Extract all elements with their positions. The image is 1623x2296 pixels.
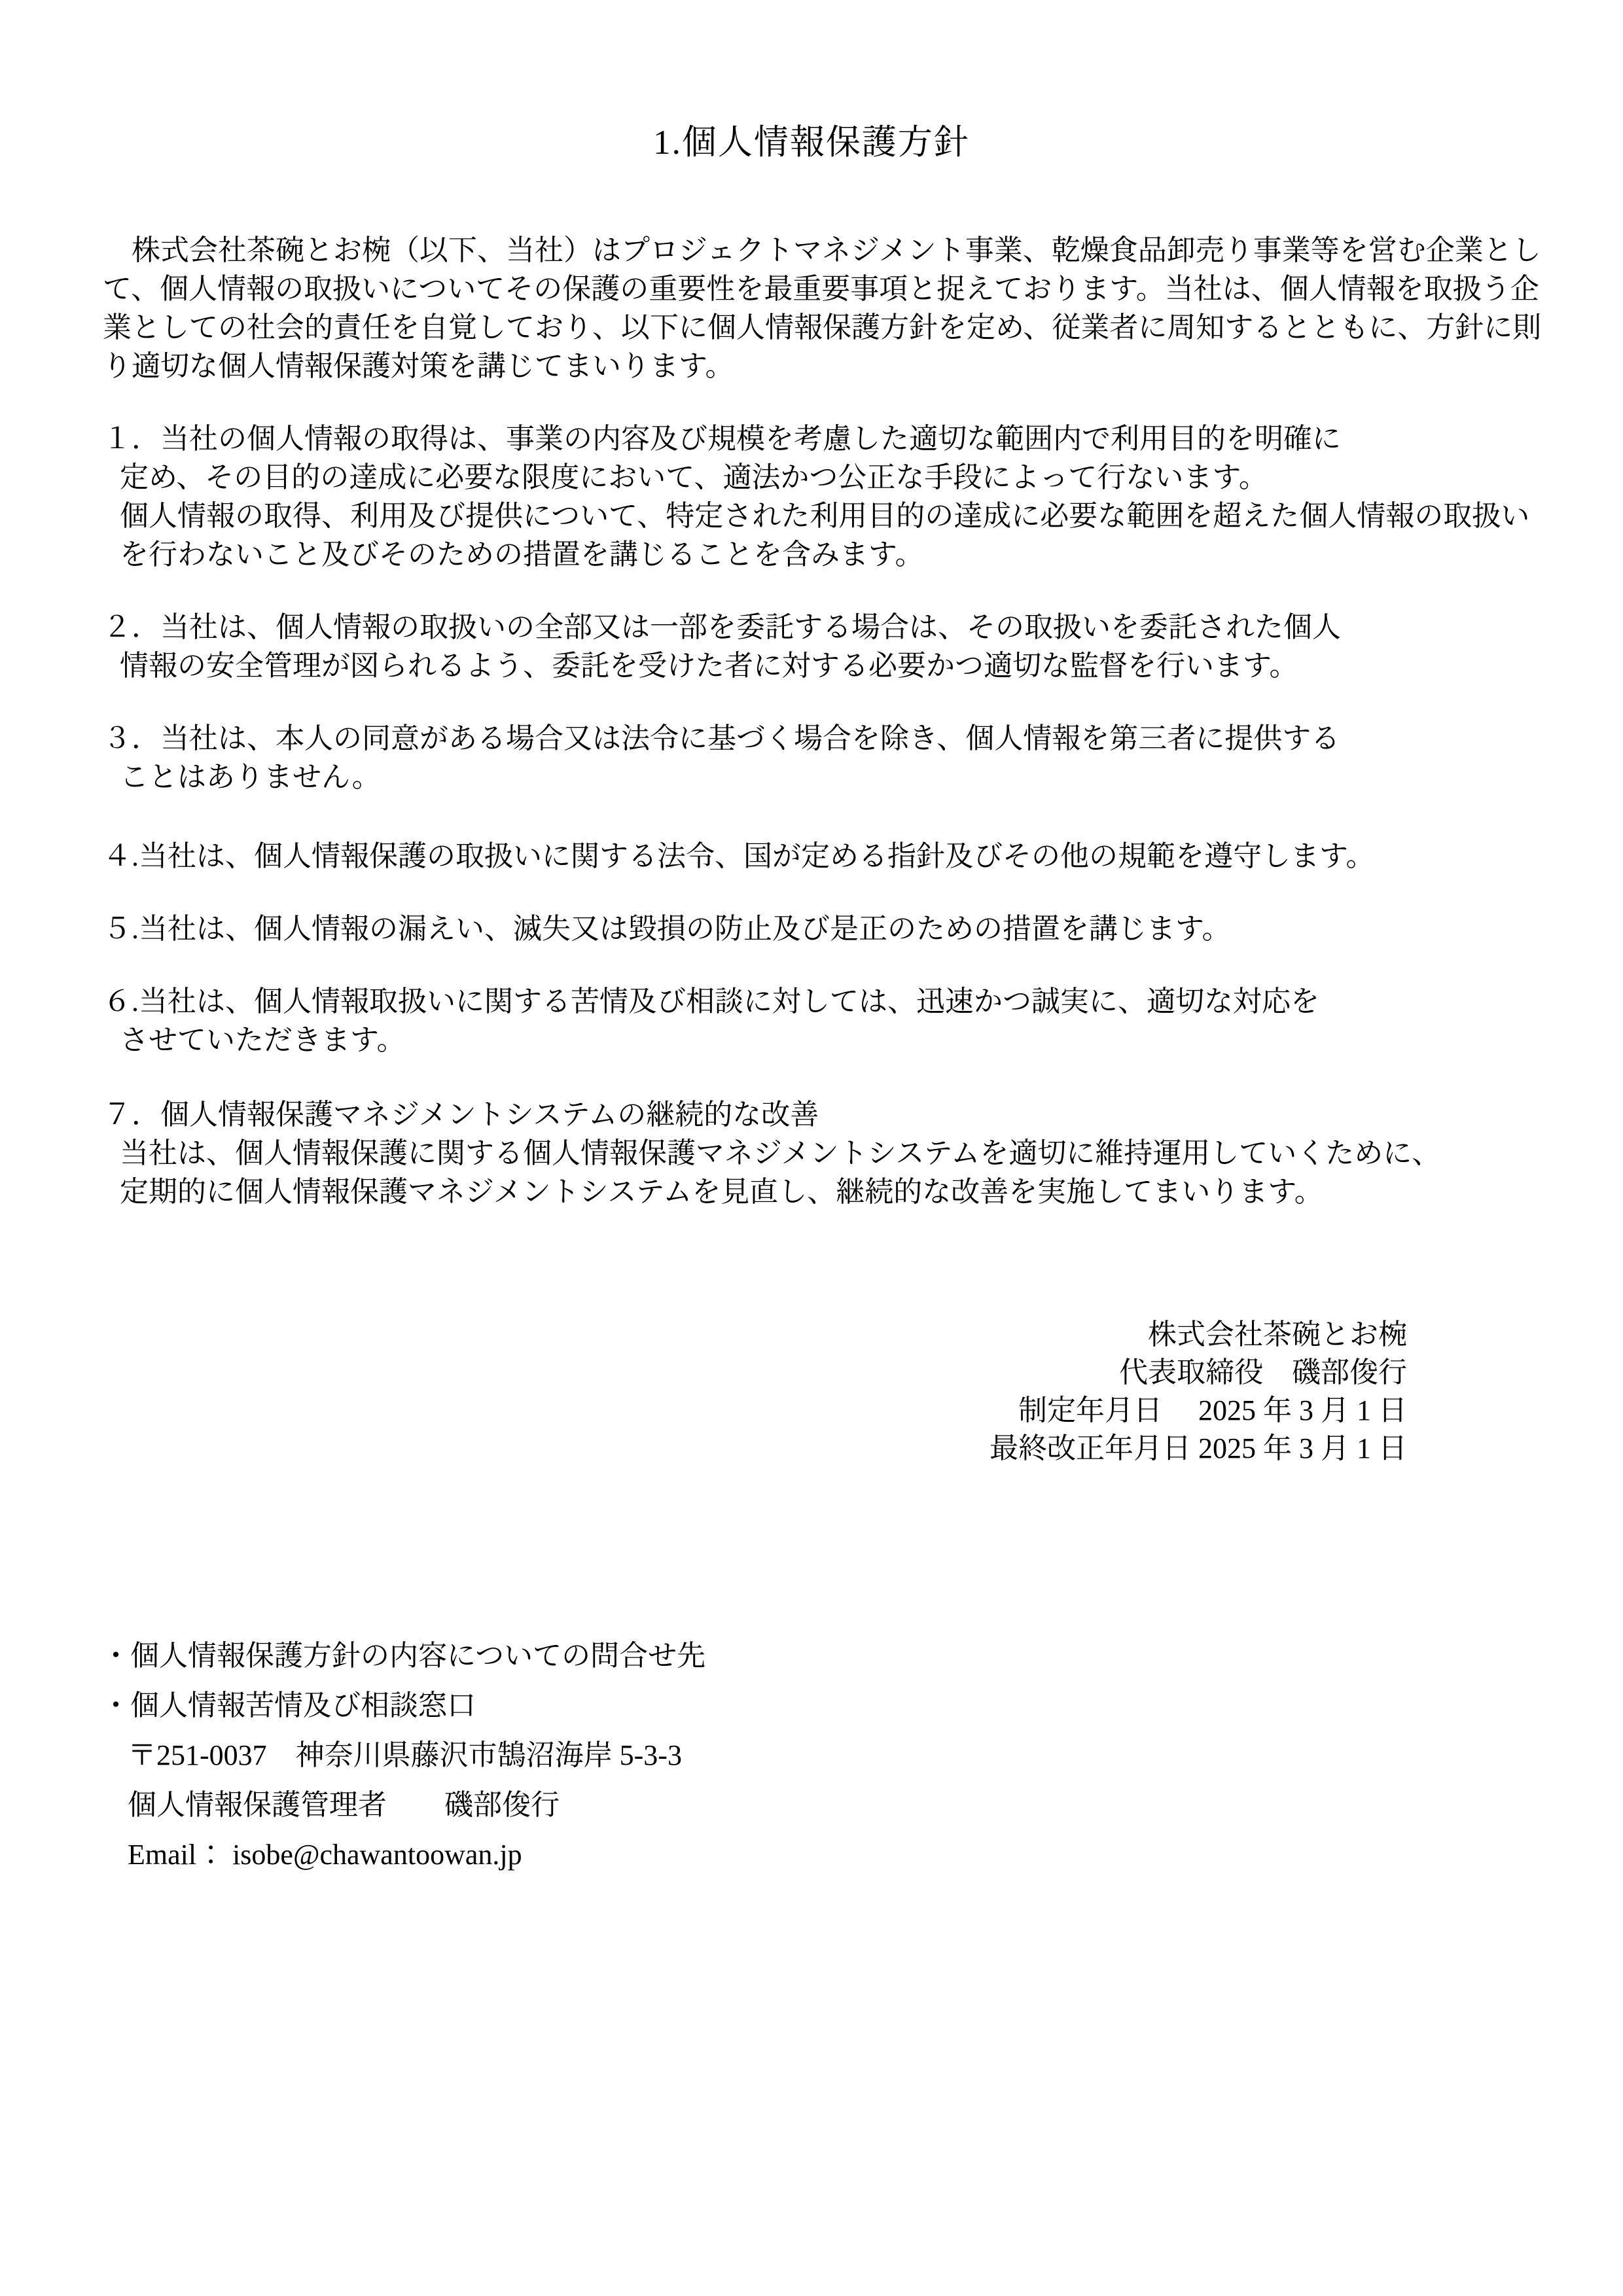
policy-item-7-line-1: ７．個人情報保護マネジメントシステムの継続的な改善 bbox=[103, 1099, 819, 1131]
policy-item-2 bbox=[103, 608, 1544, 685]
intro-paragraph bbox=[103, 231, 1544, 385]
policy-item-1-line-4: を行わないこと及びそのための措置を講じることを含みます。 bbox=[120, 539, 924, 571]
policy-item-3-line-2: ことはありません。 bbox=[120, 761, 381, 793]
intro-line-3: 業としての社会的責任を自覚しており、以下に個人情報保護方針を定め、従業者に周知するとともに、方針に則 bbox=[103, 311, 1542, 344]
policy-item-7-line-3: 定期的に個人情報保護マネジメントシステムを見直し、継続的な改善を実施してまいります。 bbox=[120, 1176, 1323, 1208]
policy-item-7-line-2: 当社は、個人情報保護に関する個人情報保護マネジメントシステムを適切に維持運用していくために、 bbox=[120, 1137, 1441, 1169]
intro-line-4: り適切な個人情報保護対策を講じてまいります。 bbox=[103, 350, 734, 382]
policy-item-1-line-2: 定め、その目的の達成に必要な限度において、適法かつ公正な手段によって行ないます。 bbox=[120, 461, 1268, 493]
signature-block bbox=[0, 1316, 1407, 1468]
contact-protection-manager: 個人情報保護管理者 磯部俊行 bbox=[128, 1789, 560, 1821]
policy-item-2-line-2: 情報の安全管理が図られるよう、委託を受けた者に対する必要かつ適切な監督を行います。 bbox=[120, 650, 1298, 682]
page-title: 1.個人情報保護方針 bbox=[653, 124, 970, 162]
policy-item-5 bbox=[103, 910, 1544, 948]
contact-postal-address: 〒251-0037 神奈川県藤沢市鵠沼海岸 5-3-3 bbox=[128, 1739, 682, 1771]
intro-line-1: 株式会社茶碗とお椀（以下、当社）はプロジェクトマネジメント事業、乾燥食品卸売り事業等を営む企業とし bbox=[132, 234, 1541, 266]
signature-company-name: 株式会社茶碗とお椀 bbox=[1148, 1318, 1407, 1351]
policy-item-2-line-1: ２．当社は、個人情報の取扱いの全部又は一部を委託する場合は、その取扱いを委託された個人 bbox=[103, 611, 1341, 643]
policy-item-6-line-2: させていただきます。 bbox=[120, 1024, 406, 1056]
intro-line-2: て、個人情報の取扱いについてその保護の重要性を最重要事項と捉えております。当社は、個人情報を取扱う企 bbox=[103, 273, 1539, 305]
contact-complaints-window-heading: ・個人情報苦情及び相談窓口 bbox=[101, 1689, 476, 1722]
signature-representative: 代表取締役 磯部俊行 bbox=[1119, 1356, 1407, 1388]
contact-block bbox=[101, 1631, 1538, 1880]
policy-item-4-line-1: ４.当社は、個人情報保護の取扱いに関する法令、国が定める指針及びその他の規範を遵守します。 bbox=[103, 840, 1375, 872]
policy-item-4 bbox=[103, 837, 1544, 875]
signature-last-revised-date: 最終改正年月日 2025 年 3 月 1 日 bbox=[990, 1432, 1407, 1464]
signature-established-date: 制定年月日 2025 年 3 月 1 日 bbox=[1018, 1394, 1407, 1426]
policy-item-1-line-3: 個人情報の取得、利用及び提供について、特定された利用目的の達成に必要な範囲を超えた個人情報の取扱い bbox=[120, 500, 1530, 532]
policy-item-6 bbox=[103, 982, 1544, 1059]
policy-item-1-line-1: １．当社の個人情報の取得は、事業の内容及び規模を考慮した適切な範囲内で利用目的を明確に bbox=[103, 423, 1341, 455]
policy-item-5-line-1: ５.当社は、個人情報の漏えい、滅失又は毀損の防止及び是正のための措置を講じます。 bbox=[103, 913, 1231, 945]
contact-inquiry-heading: ・個人情報保護方針の内容についての問合せ先 bbox=[101, 1640, 706, 1672]
policy-item-3-line-1: ３．当社は、本人の同意がある場合又は法令に基づく場合を除き、個人情報を第三者に提供する bbox=[103, 722, 1340, 754]
policy-item-7 bbox=[103, 1095, 1544, 1211]
policy-item-6-line-1: ６.当社は、個人情報取扱いに関する苦情及び相談に対しては、迅速かつ誠実に、適切な対応を bbox=[103, 985, 1319, 1017]
policy-item-1 bbox=[103, 419, 1544, 574]
contact-email: Email： isobe@chawantoowan.jp bbox=[128, 1839, 522, 1871]
policy-item-3 bbox=[103, 719, 1544, 796]
